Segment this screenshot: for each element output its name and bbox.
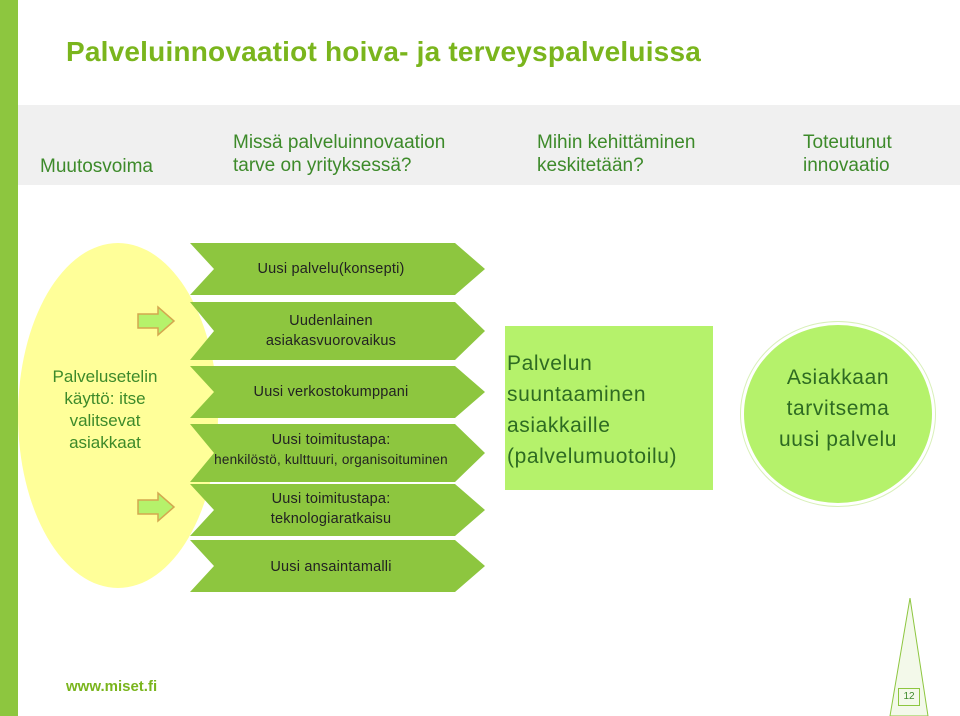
driver-line4: asiakkaat [69, 433, 141, 452]
need-new-service-concept: Uusi palvelu(konsepti) [257, 261, 405, 277]
header-need-line2: tarve on yrityksessä? [233, 155, 412, 176]
header-outcome-line2: innovaatio [803, 155, 890, 176]
need-delivery-organization-line2: henkilöstö, kulttuuri, organisoituminen [214, 452, 448, 467]
need-delivery-organization-line1: Uusi toimitustapa: [271, 432, 391, 448]
header-focus-line1: Mihin kehittäminen [537, 132, 696, 153]
focus-line4: (palvelumuotoilu) [507, 445, 678, 468]
focus-line3: asiakkaille [507, 414, 611, 437]
header-focus-line2: keskitetään? [537, 155, 644, 176]
driver-line1: Palvelusetelin [52, 367, 158, 386]
header-need-line1: Missä palveluinnovaation [233, 132, 446, 153]
outcome-line2: tarvitsema [786, 397, 890, 420]
need-network-partner: Uusi verkostokumppani [253, 384, 409, 400]
page-number: 12 [898, 688, 920, 706]
page-title: Palveluinnovaatiot hoiva- ja terveyspalveluissa [66, 36, 701, 67]
need-delivery-technology [196, 489, 466, 529]
focus-text [507, 348, 677, 472]
driver-text [30, 366, 180, 454]
need-delivery-technology-line2: teknologiaratkaisu [270, 511, 392, 527]
need-delivery-technology-line1: Uusi toimitustapa: [271, 491, 391, 507]
outcome-line1: Asiakkaan [786, 366, 890, 389]
need-revenue-model: Uusi ansaintamalli [270, 559, 392, 575]
driver-line2: käyttö: itse [64, 389, 146, 408]
driver-line3: valitsevat [69, 411, 141, 430]
need-delivery-organization [196, 430, 466, 470]
right-arrow-icon [136, 491, 176, 523]
need-customer-interaction-line2: asiakasvuorovaikus [265, 333, 397, 349]
header-outcome-line1: Toteutunut [803, 132, 892, 153]
header-muutosvoima: Muutosvoima [40, 156, 153, 177]
focus-line2: suuntaaminen [507, 383, 647, 406]
outcome-line3: uusi palvelu [778, 428, 898, 451]
need-customer-interaction [196, 311, 466, 351]
right-arrow-icon [136, 305, 176, 337]
need-customer-interaction-line1: Uudenlainen [289, 313, 373, 329]
focus-line1: Palvelun [507, 352, 593, 375]
footer-url: www.miset.fi [66, 678, 158, 695]
left-accent-bar [0, 0, 18, 716]
outcome-text [741, 362, 935, 455]
